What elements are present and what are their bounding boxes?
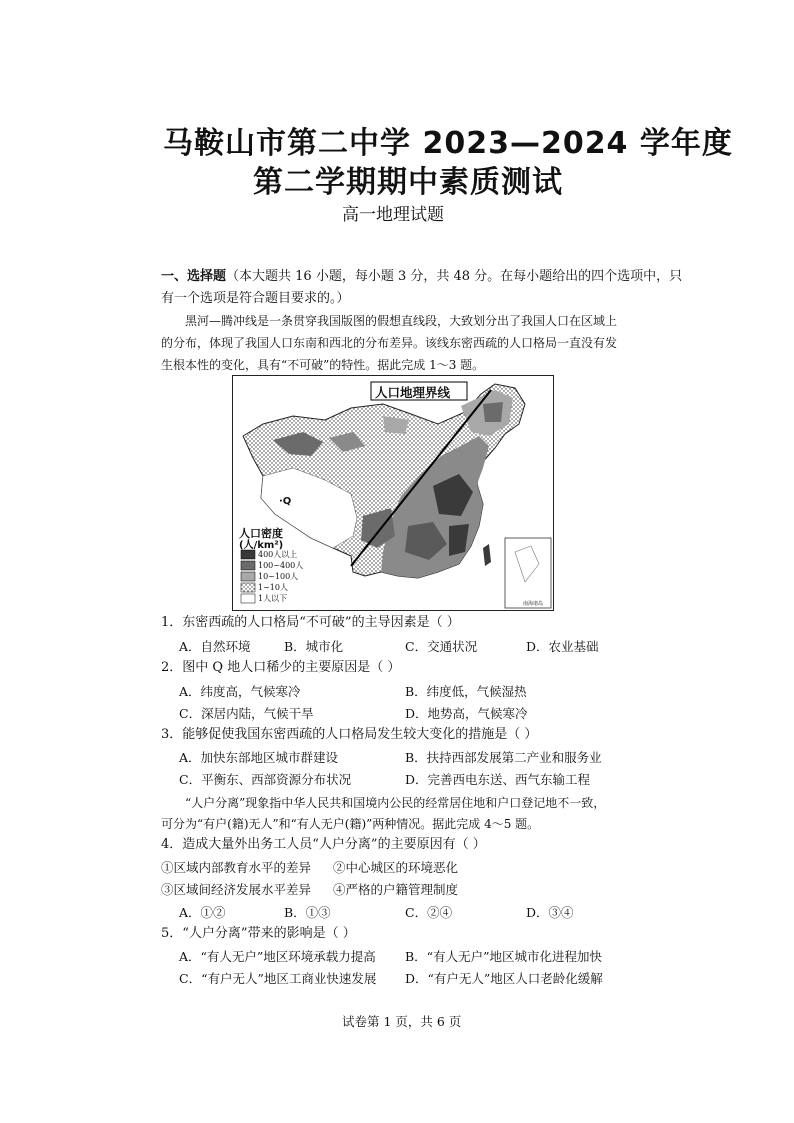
inset-label: 南海诸岛 bbox=[523, 601, 544, 607]
q1-option-b[interactable]: B．城市化 bbox=[284, 639, 344, 654]
legend-label-5: 1人以下 bbox=[258, 594, 288, 603]
q4-stem: 4．造成大量外出务工人员“人户分离”的主要原因有（ ） bbox=[161, 837, 486, 852]
q3-option-a[interactable]: A．加快东部地区城市群建设 bbox=[179, 750, 339, 765]
boundary-line-label: 人口地理界线 bbox=[375, 385, 451, 400]
q1-stem: 1．东密西疏的人口格局“不可破”的主导因素是（ ） bbox=[161, 615, 460, 630]
q4-item-2: ②中心城区的环境恶化 bbox=[333, 860, 459, 875]
legend-label-2: 100~400人 bbox=[258, 561, 304, 570]
intro1-line-1: 黑河—腾冲线是一条贯穿我国版图的假想直线段，大致划分出了我国人口在区域上 bbox=[185, 314, 618, 328]
intro2-line-1: “人户分离”现象指中华人民共和国境内公民的经常居住地和户口登记地不一致， bbox=[185, 796, 606, 810]
q3-stem: 3．能够促使我国东密西疏的人口格局发生较大变化的措施是（ ） bbox=[161, 727, 538, 742]
legend-label-3: 10~100人 bbox=[258, 572, 299, 581]
title-line-1: 马鞍山市第二中学 2023—2024 学年度 bbox=[163, 126, 733, 161]
q2-option-d[interactable]: D．地势高，气候寒冷 bbox=[405, 706, 528, 721]
q4-item-3: ③区域间经济发展水平差异 bbox=[161, 882, 312, 897]
q5-option-b[interactable]: B．“有人无户”地区城市化进程加快 bbox=[405, 949, 602, 964]
q1-option-a[interactable]: A．自然环境 bbox=[179, 639, 251, 654]
q1-option-c[interactable]: C．交通状况 bbox=[405, 639, 478, 654]
q2-stem: 2．图中 Q 地人口稀少的主要原因是（ ） bbox=[161, 660, 401, 675]
title-line-2: 第二学期期中素质测试 bbox=[253, 165, 563, 200]
legend-title-1: 人口密度 bbox=[239, 527, 283, 540]
q4-option-a[interactable]: A．①② bbox=[179, 905, 226, 920]
intro1-line-2: 的分布，体现了我国人口东南和西北的分布差异。该线东密西疏的人口格局一直没有发 bbox=[161, 336, 618, 350]
q4-option-b[interactable]: B．①③ bbox=[284, 905, 331, 920]
q4-item-4: ④严格的户籍管理制度 bbox=[333, 882, 459, 897]
point-q-label: ·Q bbox=[279, 496, 292, 507]
subject-title: 高一地理试题 bbox=[342, 205, 444, 225]
q3-option-d[interactable]: D．完善西电东送、西气东输工程 bbox=[405, 772, 591, 787]
legend-title-2: (人/km²) bbox=[239, 540, 284, 551]
q1-option-d[interactable]: D．农业基础 bbox=[526, 639, 599, 654]
intro2-line-2: 可分为“有户(籍)无人”和“有人无户(籍)”两种情况。据此完成 4～5 题。 bbox=[161, 817, 540, 831]
q5-stem: 5．“人户分离”带来的影响是（ ） bbox=[161, 926, 356, 941]
q2-option-c[interactable]: C．深居内陆，气候干旱 bbox=[179, 706, 314, 721]
q4-option-c[interactable]: C．②④ bbox=[405, 905, 453, 920]
page-footer: 试卷第 1 页，共 6 页 bbox=[342, 1014, 462, 1029]
q4-item-1: ①区域内部教育水平的差异 bbox=[161, 860, 312, 875]
section-instructions bbox=[161, 268, 682, 286]
q4-option-d[interactable]: D．③④ bbox=[526, 905, 574, 920]
section-note-2: 有一个选项是符合题目要求的。） bbox=[161, 291, 350, 306]
q5-option-c[interactable]: C．“有户无人”地区工商业快速发展 bbox=[179, 971, 377, 986]
q5-option-d[interactable]: D．“有户无人”地区人口老龄化缓解 bbox=[405, 971, 603, 986]
q3-option-b[interactable]: B．扶持西部发展第二产业和服务业 bbox=[405, 750, 602, 765]
q5-option-a[interactable]: A．“有人无户”地区环境承载力提高 bbox=[179, 949, 376, 964]
population-density-map bbox=[232, 375, 554, 611]
q3-option-c[interactable]: C．平衡东、西部资源分布状况 bbox=[179, 772, 352, 787]
q2-option-b[interactable]: B．纬度低，气候湿热 bbox=[405, 684, 527, 699]
legend-label-1: 400人以上 bbox=[258, 550, 298, 559]
section-note-1: （本大题共 16 小题，每小题 3 分，共 48 分。在每小题给出的四个选项中，只 bbox=[226, 269, 683, 284]
section-heading: 一、选择题 bbox=[161, 269, 227, 284]
legend-label-4: 1~10人 bbox=[258, 583, 288, 592]
intro1-line-3: 生根本性的变化，具有“不可破”的特性。据此完成 1～3 题。 bbox=[161, 358, 485, 372]
q2-option-a[interactable]: A．纬度高，气候寒冷 bbox=[179, 684, 301, 699]
